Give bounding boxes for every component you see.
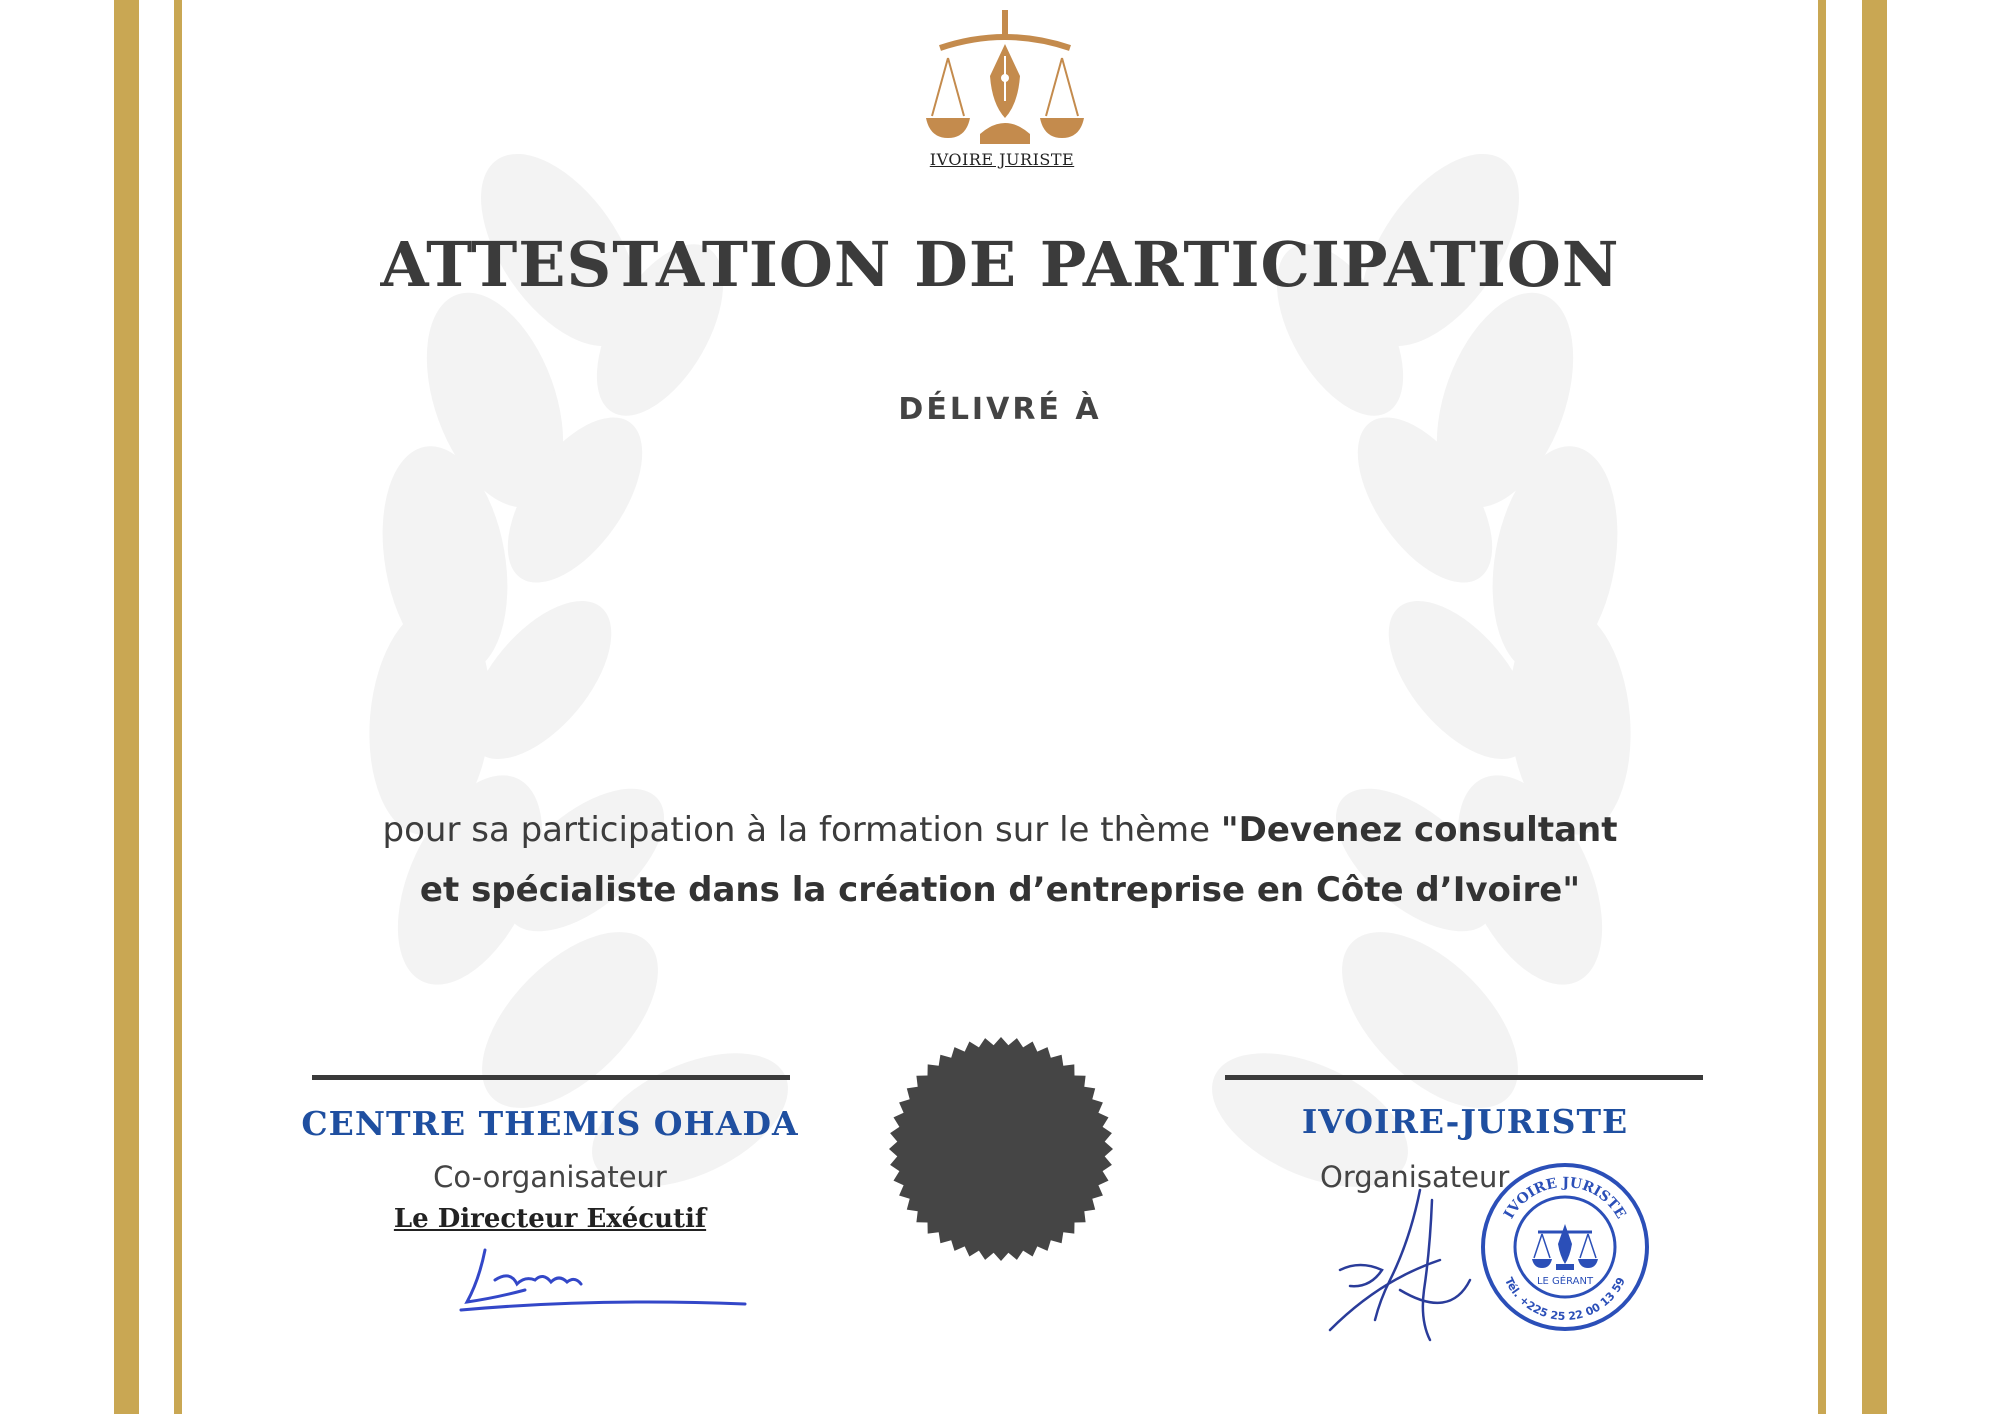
co-organizer-role: Co-organisateur (433, 1160, 667, 1194)
participation-statement (380, 800, 1620, 920)
scales-of-justice-pen-icon (920, 6, 1090, 151)
co-organizer-name: CENTRE THEMIS OHADA (301, 1104, 799, 1143)
organizer-role: Organisateur (1320, 1160, 1510, 1194)
company-stamp (1478, 1160, 1652, 1334)
signature-line-left (312, 1075, 790, 1080)
statement-intro: pour sa participation à la formation sur le thème (382, 810, 1221, 850)
stamp-text-top: IVOIRE JURISTE (1501, 1174, 1629, 1222)
certificate-title: ATTESTATION DE PARTICIPATION (380, 228, 1620, 301)
manager-signature (1320, 1170, 1480, 1350)
stamp-text-inner: LE GÉRANT (1536, 1276, 1594, 1287)
signature-line-right (1225, 1075, 1703, 1080)
delivered-to-label: DÉLIVRÉ À (898, 392, 1102, 427)
stamp-graphic (1478, 1160, 1652, 1334)
organizer-name: IVOIRE-JURISTE (1301, 1102, 1629, 1141)
director-title: Le Directeur Exécutif (393, 1204, 707, 1234)
stamp-text-bottom: Tél. +225 25 22 00 13 59 (1502, 1275, 1628, 1324)
director-signature (455, 1240, 755, 1320)
statement-theme: "Devenez consultant et spécialiste dans la création d’entreprise en Côte d’Ivoire" (419, 810, 1618, 910)
stamp-scales-icon (1532, 1224, 1598, 1270)
certificate-seal (886, 1034, 1116, 1264)
logo-text: IVOIRE JURISTE (929, 150, 1075, 169)
